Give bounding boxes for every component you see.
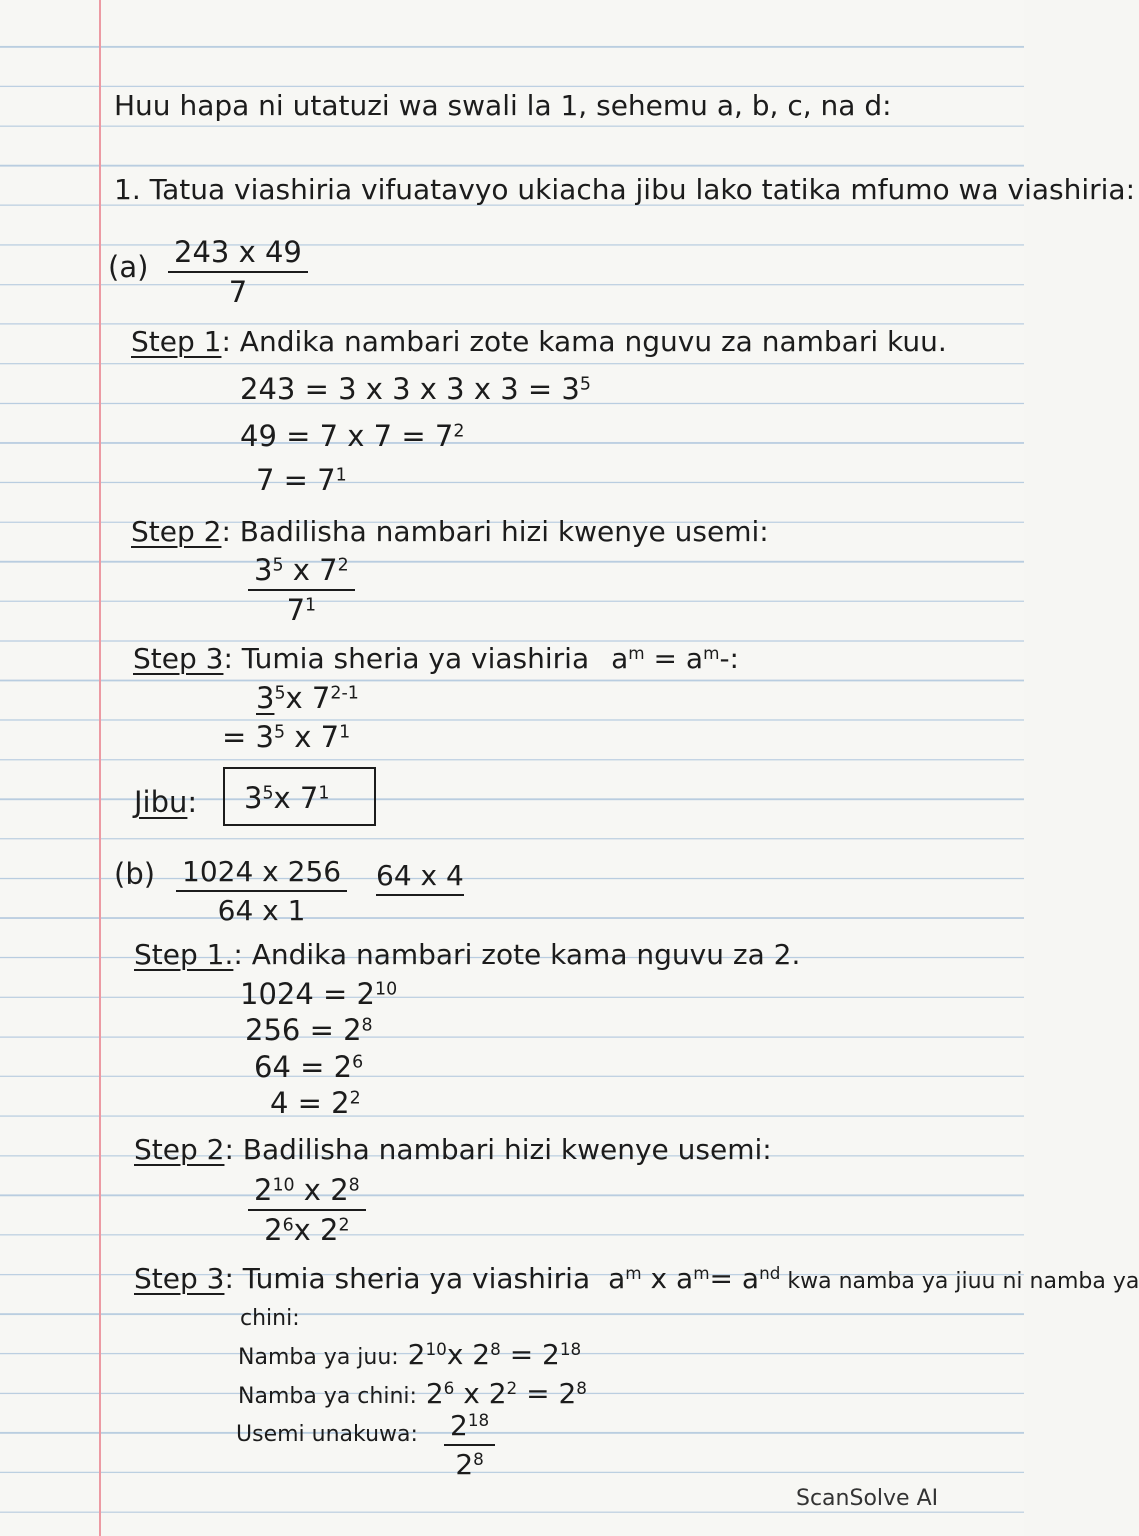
exponent: 5 <box>273 722 286 743</box>
line-label: Namba ya juu: <box>238 1345 399 1370</box>
exponent: nd <box>759 1262 781 1283</box>
exponent: 2 <box>337 555 349 576</box>
part-b-step3 <box>134 1262 1139 1295</box>
step-label: Step 2 <box>131 515 222 548</box>
exponent: 2-1 <box>330 683 359 704</box>
exponent: 5 <box>579 374 591 395</box>
exponent: 2 <box>338 1215 350 1236</box>
part-b-result-label: Usemi unakuwa: <box>236 1422 418 1447</box>
part-a-answer-value <box>244 781 330 815</box>
exponent: 10 <box>272 1175 295 1196</box>
operator-base: x 2 <box>446 1338 491 1371</box>
step-text: : Andika nambari zote kama nguvu za 2. <box>233 938 801 971</box>
numerator <box>248 1173 366 1211</box>
equation-text: 64 = 2 <box>254 1050 353 1084</box>
rule-tail: -: <box>719 642 739 675</box>
part-b-step1-line1 <box>240 977 398 1011</box>
exponent: 1 <box>305 595 317 616</box>
part-b-step2-fraction <box>248 1173 366 1247</box>
step-text: : Badilisha nambari hizi kwenye usemi: <box>221 515 769 548</box>
exponent: 8 <box>348 1175 360 1196</box>
part-a-label: (a) <box>108 250 149 284</box>
operator-base: x 7 <box>285 720 340 754</box>
equation-text: 256 = 2 <box>245 1013 362 1047</box>
denominator <box>455 1446 484 1479</box>
step-label: Step 2 <box>134 1133 225 1166</box>
denominator <box>264 1211 349 1245</box>
exponent: 8 <box>490 1338 501 1359</box>
base: 2 <box>450 1409 468 1442</box>
exponent: 18 <box>559 1338 582 1359</box>
part-a-step1-line2 <box>240 419 465 453</box>
exponent: 8 <box>361 1015 373 1036</box>
numerator <box>444 1409 495 1446</box>
part-a-step2-fraction <box>248 553 355 627</box>
part-a-step2 <box>131 515 769 548</box>
equals-base: = 2 <box>500 1338 560 1371</box>
part-b-extra-expression: 64 x 4 <box>376 862 464 896</box>
equation-text: = 3 <box>222 720 274 754</box>
step-label: Step 1. <box>134 938 234 971</box>
part-b-bottom-line <box>238 1377 587 1410</box>
operator-base: x 2 <box>454 1377 507 1410</box>
exponent: 6 <box>282 1215 294 1236</box>
rule-equals: = a <box>709 1262 760 1295</box>
answer-label: Jibu <box>134 785 188 819</box>
base: 2 <box>425 1377 444 1410</box>
exponent: m <box>625 1262 642 1283</box>
part-b-top-line <box>238 1338 582 1371</box>
base: 3 <box>244 781 263 815</box>
operator-base: x 2 <box>294 1173 349 1207</box>
exponent: 5 <box>274 683 286 704</box>
step-text: : Badilisha nambari hizi kwenye usemi: <box>224 1133 772 1166</box>
step-label: Step 1 <box>131 325 222 358</box>
operator-base: x 7 <box>283 553 338 587</box>
exponent: 5 <box>262 783 274 804</box>
colon: : <box>187 785 198 819</box>
exponent: 18 <box>467 1409 490 1430</box>
part-a-numerator: 243 x 49 <box>168 238 308 273</box>
equation-text: 243 = 3 x 3 x 3 x 3 = 3 <box>240 372 580 406</box>
exponent-rule <box>611 642 739 675</box>
part-b-denominator: 64 x 1 <box>217 894 306 927</box>
exponent: 2 <box>349 1088 361 1109</box>
base: 2 <box>264 1213 283 1247</box>
part-a-step3-line2 <box>222 720 351 754</box>
exponent: 2 <box>453 421 465 442</box>
operator-base: x 7 <box>273 781 319 815</box>
exponent: 1 <box>318 783 330 804</box>
operator-base: x 2 <box>293 1213 339 1247</box>
part-a-expression <box>168 235 308 309</box>
base: 2 <box>407 1338 426 1371</box>
exponent: 8 <box>473 1448 484 1469</box>
part-b-numerator: 1024 x 256 <box>176 858 347 892</box>
step-label: Step 3 <box>134 1262 225 1295</box>
part-b-result-fraction <box>444 1409 495 1481</box>
exponent: 8 <box>576 1377 587 1398</box>
rule-times: x a <box>641 1262 694 1295</box>
part-a-step3 <box>133 642 739 675</box>
rule-base: a <box>608 1262 626 1295</box>
part-b-step1-line2 <box>245 1013 373 1047</box>
exponent: 1 <box>335 465 347 486</box>
numerator <box>248 553 355 591</box>
equation-text: 1024 = 2 <box>240 977 375 1011</box>
exponent: m <box>693 1262 710 1283</box>
intro-text: Huu hapa ni utatuzi wa swali la 1, sehemu a, b, c, na d: <box>114 89 892 122</box>
exponent: 1 <box>339 722 351 743</box>
part-b-expression <box>176 855 347 927</box>
rule-tail: kwa namba ya jiuu ni namba ya <box>780 1269 1139 1294</box>
part-b-step1 <box>134 938 801 971</box>
part-b-step2 <box>134 1133 772 1166</box>
part-a-step1-line1 <box>240 372 591 406</box>
equation-text: 49 = 7 x 7 = 7 <box>240 419 454 453</box>
exponent: 5 <box>272 555 284 576</box>
exponent-rule <box>608 1262 780 1295</box>
exponent: m <box>703 642 720 663</box>
margin-line <box>99 0 101 1536</box>
step-label: Step 3 <box>133 642 224 675</box>
denominator <box>287 591 317 625</box>
exponent: 10 <box>375 979 398 1000</box>
base: 2 <box>455 1448 474 1481</box>
watermark: ScanSolve AI <box>796 1486 939 1511</box>
equals-base: = 2 <box>517 1377 577 1410</box>
exponent: 6 <box>443 1377 455 1398</box>
operator-base: x 7 <box>285 681 331 715</box>
part-a-step3-line1 <box>256 681 359 715</box>
line-label: Namba ya chini: <box>238 1384 417 1409</box>
part-a-step1-line3 <box>256 463 347 497</box>
part-a-answer-label <box>134 785 198 819</box>
rule-equals: = a <box>644 642 704 675</box>
exponent: m <box>628 642 645 663</box>
equation-text: 4 = 2 <box>270 1086 350 1120</box>
base: 3 <box>256 681 275 715</box>
part-b-label: (b) <box>114 857 156 891</box>
step-text: : Tumia sheria ya viashiria <box>223 642 590 675</box>
part-b-step3-text2: chini: <box>240 1306 300 1331</box>
part-a-denominator: 7 <box>228 275 248 309</box>
exponent: 10 <box>425 1338 447 1359</box>
step-text: : Andika nambari zote kama nguvu za nambari kuu. <box>221 325 947 358</box>
rule-base: a <box>611 642 629 675</box>
step-text: : Tumia sheria ya viashiria <box>224 1262 591 1295</box>
exponent: 2 <box>506 1377 518 1398</box>
part-a-step1 <box>131 325 947 358</box>
part-b-step1-line4 <box>270 1086 361 1120</box>
part-b-step1-line3 <box>254 1050 364 1084</box>
question-text: 1. Tatua viashiria vifuatavyo ukiacha jibu lako tatika mfumo wa viashiria: <box>114 173 1136 206</box>
base: 7 <box>286 593 306 627</box>
equation-text: 7 = 7 <box>256 463 336 497</box>
exponent: 6 <box>352 1052 364 1073</box>
base: 3 <box>254 553 273 587</box>
base: 2 <box>254 1173 273 1207</box>
